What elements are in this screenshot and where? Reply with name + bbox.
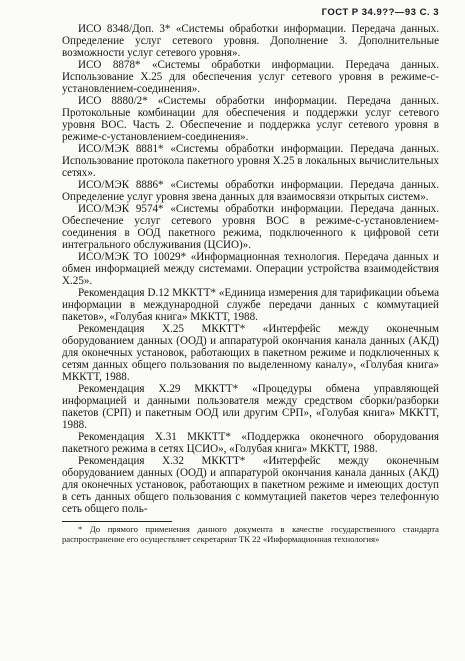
reference-paragraph-10: Рекомендация X.29 МККТТ* «Процедуры обмена управляющей информацией и данными пользователя между средством сборки/разборки пакетов (СРП) и пакетным ООД или другим СРП», «Голубая книга» МККТТ, 1988.	[62, 383, 439, 431]
reference-paragraph-11: Рекомендация X.31 МККТТ* «Поддержка оконечного оборудования пакетного режима в сетях ЦСИО», «Голубая книга» МККТТ, 1988.	[62, 431, 439, 455]
reference-paragraph-12: Рекомендация X.32 МККТТ* «Интерфейс между оконечным оборудованием данных (ООД) и аппаратурой окончания канала данных (АКД) для оконечных установок, работающих в пакетном режиме и имеющих доступ в сеть данных общего пользования с коммутацией пакетов через телефонную сеть общего поль-	[62, 455, 439, 515]
reference-paragraph-7: ИСО/МЭК ТО 10029* «Информационная технология. Передача данных и обмен информацией между системами. Операции устройства взаимодействия X.25».	[62, 251, 439, 287]
reference-paragraph-3: ИСО 8880/2* «Системы обработки информации. Передача данных. Протокольные комбинации для обеспечения и поддержки услуг сетевого уровня ВОС. Часть 2. Обеспечение и поддержка услуг сетевого уровня в режиме-с-установлением-соединения».	[62, 95, 439, 143]
footnote-divider	[62, 521, 172, 522]
reference-paragraph-4: ИСО/МЭК 8881* «Системы обработки информации. Передача данных. Использование протокола пакетного уровня X.25 в локальных вычислительных сетях».	[62, 143, 439, 179]
footnote: * До прямого применения данного документа в качестве государственного стандарта распространение его осуществляет секретариат ТК 22 «Информационная технология»	[62, 524, 439, 544]
reference-paragraph-5: ИСО/МЭК 8886* «Системы обработки информации. Передача данных. Определение услуг уровня звена данных для взаимосвязи открытых систем».	[62, 179, 439, 203]
reference-paragraph-6: ИСО/МЭК 9574* «Системы обработки информации. Передача данных. Обеспечение услуг сетевого уровня ВОС в режиме-с-установлением-соединения в ООД пакетного режима, подключенного к цифровой сети интегрального обслуживания (ЦСИО)».	[62, 203, 439, 251]
reference-paragraph-2: ИСО 8878* «Системы обработки информации. Передача данных. Использование X.25 для обеспечения услуг сетевого уровня в режиме-с-установлением-соединения».	[62, 59, 439, 95]
reference-paragraph-8: Рекомендация D.12 МККТТ* «Единица измерения для тарификации объема информации в международной службе передачи данных с коммутацией пакетов», «Голубая книга» МККТТ, 1988.	[62, 287, 439, 323]
references-list	[62, 23, 439, 515]
reference-paragraph-1: ИСО 8348/Доп. 3* «Системы обработки информации. Передача данных. Определение услуг сетевого уровня. Дополнение 3. Дополнительные возможности услуг сетевого уровня».	[62, 23, 439, 59]
reference-paragraph-9: Рекомендация X.25 МККТТ* «Интерфейс между оконечным оборудованием данных (ООД) и аппаратурой окончания канала данных (АКД) для оконечных установок, работающих в пакетном режиме и подключенных к сетям данных общего пользования по выделенному каналу», «Голубая книга» МККТТ, 1988.	[62, 323, 439, 383]
running-header: ГОСТ Р 34.9??—93 С. 3	[321, 7, 439, 18]
